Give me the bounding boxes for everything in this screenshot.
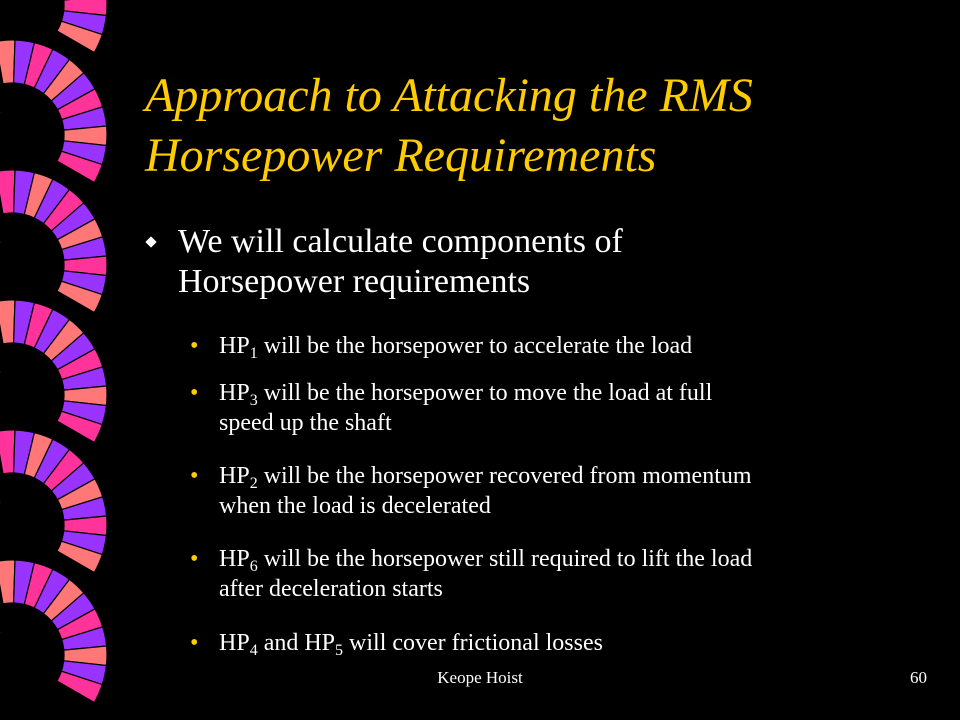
hp-subscript: 6 <box>249 558 258 575</box>
subbullet-text: will be the horsepower to accelerate the load <box>257 333 693 359</box>
fan-arc <box>0 40 107 183</box>
fan-arc <box>0 430 107 573</box>
subbullet-text: will be the horsepower to move the load at full <box>257 380 713 406</box>
subbullet-text-line-2: when the load is decelerated <box>219 493 491 519</box>
title-line-1: Approach to Attacking the RMS <box>145 69 753 122</box>
fan-segment <box>0 560 15 604</box>
fan-segment <box>0 430 15 474</box>
slide-number: 60 <box>910 668 927 687</box>
hp-label: HP <box>219 463 250 489</box>
hp-label: HP <box>219 380 250 406</box>
subbullet-text: will be the horsepower recovered from momentum <box>257 463 752 489</box>
subbullet-text-line-2: speed up the shaft <box>219 410 392 436</box>
subbullet-text: and HP <box>257 630 336 656</box>
fan-arc <box>0 170 107 313</box>
main-bullet-line-2: Horsepower requirements <box>178 263 531 300</box>
hp-subscript: 1 <box>249 345 258 362</box>
hp-subscript-2: 5 <box>335 642 344 659</box>
hp-label: HP <box>219 630 250 656</box>
fan-segment <box>0 238 1 284</box>
fan-segment <box>0 108 1 154</box>
fan-segment <box>0 300 15 344</box>
bullet-dot: • <box>190 333 199 359</box>
hp-subscript: 3 <box>249 392 258 409</box>
hp-label: HP <box>219 333 250 359</box>
fan-segment <box>0 368 1 414</box>
bullet-dot: • <box>190 630 199 656</box>
subbullet-text: will be the horsepower still required to lift the load <box>257 546 753 572</box>
hp-subscript: 2 <box>249 475 258 492</box>
fan-border-decoration <box>0 0 150 720</box>
bullet-dot: • <box>190 380 199 406</box>
subbullet-text-2: will cover frictional losses <box>343 630 603 656</box>
fan-segment <box>0 40 15 84</box>
fan-arc <box>0 300 107 443</box>
main-bullet-line-1: We will calculate components of <box>178 223 623 260</box>
bullet-dot: • <box>190 463 199 489</box>
subbullet-text-line-2: after deceleration starts <box>219 576 443 602</box>
fan-segment <box>0 170 15 214</box>
slide-title <box>145 66 945 186</box>
footer-title: Keope Hoist <box>437 668 523 687</box>
fan-segment <box>0 628 1 674</box>
fan-arc <box>0 0 1 154</box>
title-line-2: Horsepower Requirements <box>145 129 657 182</box>
bullet-dot: • <box>190 546 199 572</box>
hp-label: HP <box>219 546 250 572</box>
hp-subscript: 4 <box>249 642 258 659</box>
fan-segment <box>0 498 1 544</box>
